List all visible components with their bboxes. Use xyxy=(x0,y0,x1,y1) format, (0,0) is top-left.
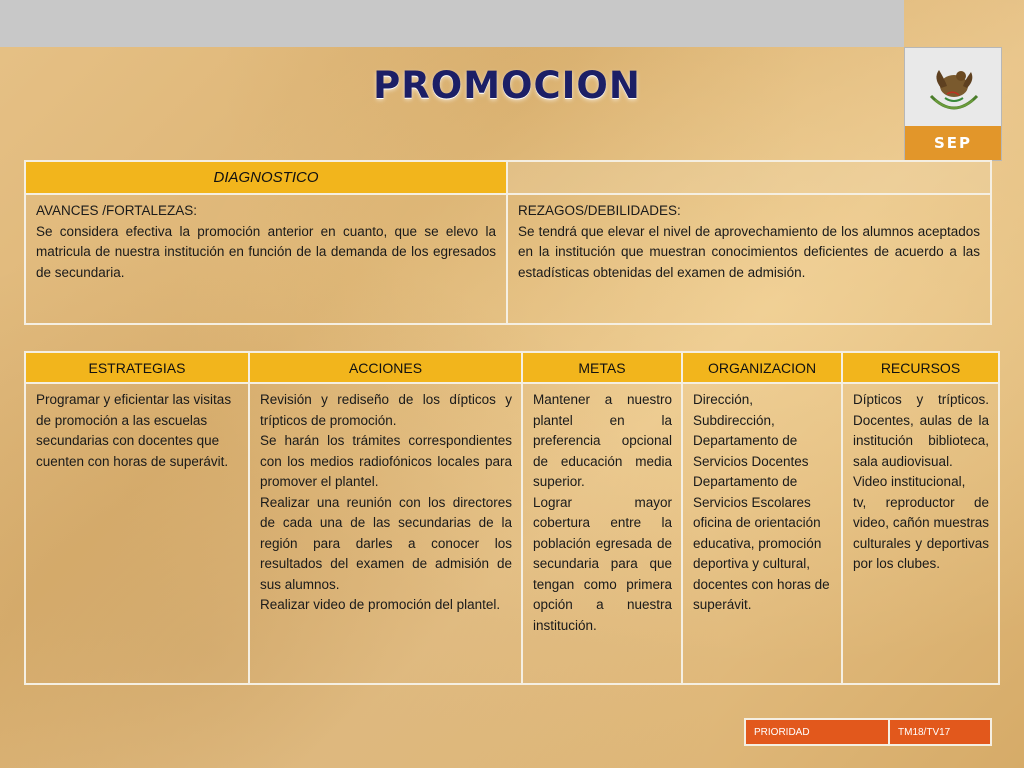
cell-organizacion: Dirección, Subdirección, Departamento de Servicios Docentes Departamento de Servicios Escolares oficina de orientación educativa, promoción deportiva y cultural, docentes con horas de superávit. xyxy=(682,383,842,684)
rezagos-heading: REZAGOS/DEBILIDADES: xyxy=(518,203,681,218)
avances-heading: AVANCES /FORTALEZAS xyxy=(36,203,194,218)
top-bar xyxy=(0,0,904,47)
plan-table xyxy=(24,351,1000,685)
diagnostico-header-empty xyxy=(507,161,991,194)
col-header-acciones: ACCIONES xyxy=(249,352,522,383)
sep-label: SEP xyxy=(905,126,1001,160)
mexican-coat-of-arms-icon xyxy=(923,58,985,120)
rezagos-cell xyxy=(507,194,991,324)
col-header-recursos: RECURSOS xyxy=(842,352,999,383)
footer-code: TM18/TV17 xyxy=(889,719,991,745)
footer-table xyxy=(744,718,992,746)
avances-text: Se considera efectiva la promoción anterior en cuanto, que se elevo la matricula de nuestra institución en función de la demanda de los egresados de secundaria. xyxy=(36,223,496,280)
avances-heading-colon: : xyxy=(193,203,198,218)
cell-acciones: Revisión y rediseño de los dípticos y trípticos de promoción. Se harán los trámites correspondientes con los medios radiofónicos locales para promover el plantel. Realizar una reunión con los directores de cada una de las secundarias de la región para darles a conocer los resultados del examen de admisión de sus alumnos. Realizar video de promoción del plantel. xyxy=(249,383,522,684)
diagnostico-header: DIAGNOSTICO xyxy=(25,161,507,194)
col-header-organizacion: ORGANIZACION xyxy=(682,352,842,383)
col-header-estrategias: ESTRATEGIAS xyxy=(25,352,249,383)
page-title: PROMOCION xyxy=(373,64,641,107)
sep-logo xyxy=(904,47,1002,161)
col-header-metas: METAS xyxy=(522,352,682,383)
footer-prioridad: PRIORIDAD xyxy=(745,719,889,745)
diagnostico-table xyxy=(24,160,992,325)
cell-estrategias: Programar y eficientar las visitas de promoción a las escuelas secundarias con docentes que cuenten con horas de superávit. xyxy=(25,383,249,684)
cell-recursos: Dípticos y trípticos. Docentes, aulas de la institución biblioteca, sala audiovisual. Video institucional, tv, reproductor de video, cañón muestras culturales y deportivas por los clubes. xyxy=(842,383,999,684)
rezagos-text: Se tendrá que elevar el nivel de aprovechamiento de los alumnos aceptados en la institución que muestran conocimientos deficientes de acuerdo a las estadísticas obtenidas del examen de admisión. xyxy=(518,223,980,280)
avances-cell xyxy=(25,194,507,324)
cell-metas: Mantener a nuestro plantel en la preferencia opcional de educación media superior. Lograr mayor cobertura entre la población egresada de secundaria para que tengan como primera opción a nuestra institución. xyxy=(522,383,682,684)
